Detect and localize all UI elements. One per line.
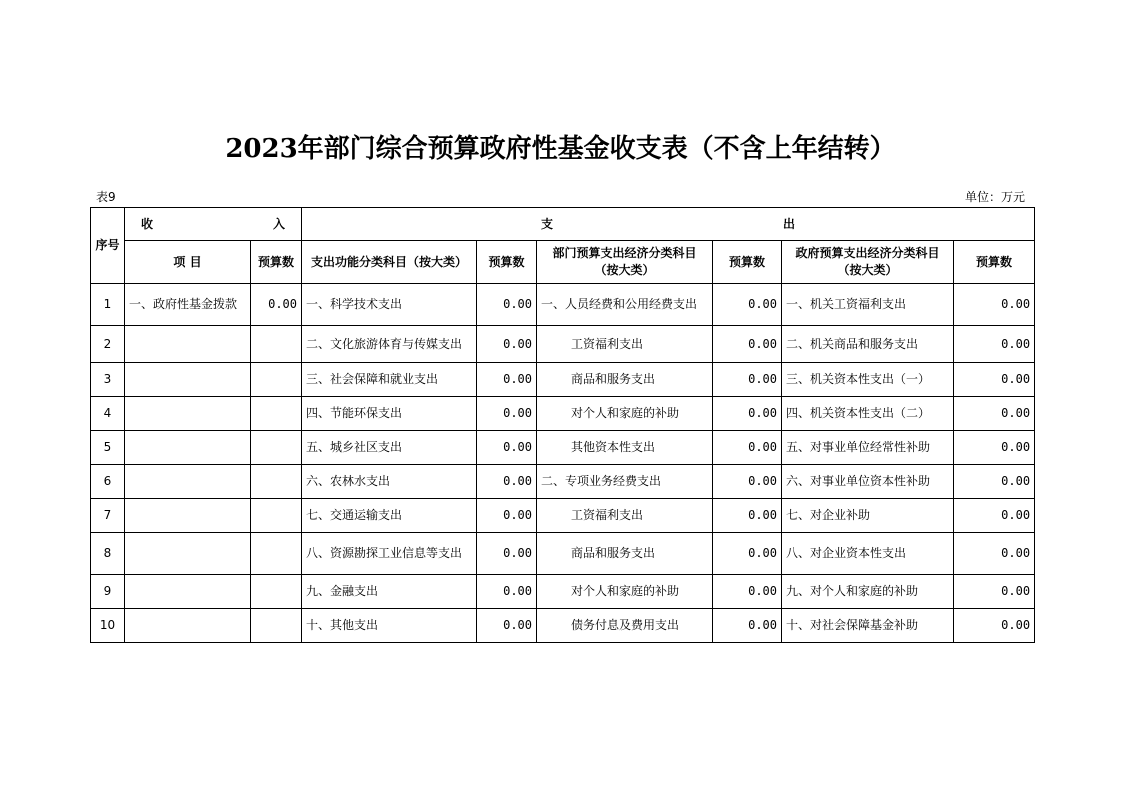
income-amount-cell [251, 465, 302, 499]
income-amount-cell [251, 499, 302, 533]
dept-amount-cell: 0.00 [713, 363, 782, 397]
table-row [91, 397, 1035, 431]
dept-econ-cell: 债务付息及费用支出 [537, 609, 713, 643]
gov-econ-cell: 五、对事业单位经常性补助 [782, 431, 954, 465]
header-expense-a: 支 [541, 216, 554, 231]
gov-amount-cell: 0.00 [954, 397, 1035, 431]
gov-amount-cell: 0.00 [954, 326, 1035, 363]
seq-cell: 10 [91, 609, 125, 643]
header-expense [302, 208, 1035, 241]
item-cell [125, 609, 251, 643]
dept-econ-cell: 工资福利支出 [537, 326, 713, 363]
item-cell [125, 533, 251, 575]
func-class-cell: 四、节能环保支出 [302, 397, 477, 431]
header-budget-dept: 预算数 [713, 241, 782, 284]
func-amount-cell: 0.00 [477, 431, 537, 465]
header-dept-econ: 部门预算支出经济分类科目（按大类） [537, 241, 713, 284]
gov-econ-cell: 七、对企业补助 [782, 499, 954, 533]
seq-cell: 9 [91, 575, 125, 609]
budget-table [90, 207, 1035, 643]
header-gov-econ: 政府预算支出经济分类科目（按大类） [782, 241, 954, 284]
gov-amount-cell: 0.00 [954, 284, 1035, 326]
seq-cell: 3 [91, 363, 125, 397]
dept-amount-cell: 0.00 [713, 533, 782, 575]
table-row [91, 284, 1035, 326]
header-income [125, 208, 302, 241]
func-class-cell: 七、交通运输支出 [302, 499, 477, 533]
header-seq: 序号 [91, 208, 125, 284]
dept-econ-cell: 工资福利支出 [537, 499, 713, 533]
gov-econ-cell: 十、对社会保障基金补助 [782, 609, 954, 643]
func-amount-cell: 0.00 [477, 326, 537, 363]
dept-amount-cell: 0.00 [713, 397, 782, 431]
func-amount-cell: 0.00 [477, 465, 537, 499]
gov-amount-cell: 0.00 [954, 609, 1035, 643]
gov-econ-cell: 九、对个人和家庭的补助 [782, 575, 954, 609]
gov-amount-cell: 0.00 [954, 499, 1035, 533]
income-amount-cell [251, 575, 302, 609]
gov-econ-cell: 三、机关资本性支出（一） [782, 363, 954, 397]
dept-econ-cell: 一、人员经费和公用经费支出 [537, 284, 713, 326]
income-amount-cell [251, 609, 302, 643]
func-amount-cell: 0.00 [477, 284, 537, 326]
table-row [91, 431, 1035, 465]
func-class-cell: 一、科学技术支出 [302, 284, 477, 326]
seq-cell: 7 [91, 499, 125, 533]
table-row [91, 326, 1035, 363]
func-class-cell: 五、城乡社区支出 [302, 431, 477, 465]
table-row [91, 499, 1035, 533]
header-income-a: 收 [141, 216, 154, 231]
dept-amount-cell: 0.00 [713, 326, 782, 363]
header-expense-b: 出 [783, 216, 796, 231]
func-class-cell: 十、其他支出 [302, 609, 477, 643]
item-cell [125, 499, 251, 533]
income-amount-cell: 0.00 [251, 284, 302, 326]
dept-amount-cell: 0.00 [713, 431, 782, 465]
item-cell [125, 363, 251, 397]
func-amount-cell: 0.00 [477, 609, 537, 643]
table-number: 表9 [96, 190, 116, 204]
func-class-cell: 六、农林水支出 [302, 465, 477, 499]
gov-econ-cell: 八、对企业资本性支出 [782, 533, 954, 575]
func-amount-cell: 0.00 [477, 575, 537, 609]
header-budget-gov: 预算数 [954, 241, 1035, 284]
item-cell: 一、政府性基金拨款 [125, 284, 251, 326]
income-amount-cell [251, 431, 302, 465]
header-item: 项 目 [125, 241, 251, 284]
dept-econ-cell: 商品和服务支出 [537, 533, 713, 575]
func-class-cell: 二、文化旅游体育与传媒支出 [302, 326, 477, 363]
gov-econ-cell: 六、对事业单位资本性补助 [782, 465, 954, 499]
dept-amount-cell: 0.00 [713, 284, 782, 326]
header-func-class: 支出功能分类科目（按大类） [302, 241, 477, 284]
dept-amount-cell: 0.00 [713, 499, 782, 533]
seq-cell: 4 [91, 397, 125, 431]
gov-econ-cell: 一、机关工资福利支出 [782, 284, 954, 326]
income-amount-cell [251, 363, 302, 397]
table-row [91, 363, 1035, 397]
gov-amount-cell: 0.00 [954, 533, 1035, 575]
item-cell [125, 431, 251, 465]
seq-cell: 6 [91, 465, 125, 499]
gov-econ-cell: 二、机关商品和服务支出 [782, 326, 954, 363]
dept-econ-cell: 商品和服务支出 [537, 363, 713, 397]
dept-econ-cell: 其他资本性支出 [537, 431, 713, 465]
gov-amount-cell: 0.00 [954, 363, 1035, 397]
gov-amount-cell: 0.00 [954, 431, 1035, 465]
func-class-cell: 九、金融支出 [302, 575, 477, 609]
gov-amount-cell: 0.00 [954, 575, 1035, 609]
income-amount-cell [251, 326, 302, 363]
func-amount-cell: 0.00 [477, 397, 537, 431]
table-row [91, 575, 1035, 609]
dept-econ-cell: 对个人和家庭的补助 [537, 575, 713, 609]
item-cell [125, 575, 251, 609]
dept-amount-cell: 0.00 [713, 465, 782, 499]
item-cell [125, 465, 251, 499]
page-title: 2023年部门综合预算政府性基金收支表（不含上年结转） [225, 134, 896, 164]
seq-cell: 2 [91, 326, 125, 363]
item-cell [125, 397, 251, 431]
income-amount-cell [251, 397, 302, 431]
seq-cell: 1 [91, 284, 125, 326]
dept-amount-cell: 0.00 [713, 609, 782, 643]
seq-cell: 5 [91, 431, 125, 465]
unit-label: 单位：万元 [964, 190, 1025, 204]
table-row [91, 465, 1035, 499]
header-income-b: 入 [272, 216, 285, 231]
func-amount-cell: 0.00 [477, 363, 537, 397]
header-budget-income: 预算数 [251, 241, 302, 284]
table-row [91, 533, 1035, 575]
func-class-cell: 三、社会保障和就业支出 [302, 363, 477, 397]
table-row [91, 609, 1035, 643]
dept-econ-cell: 二、专项业务经费支出 [537, 465, 713, 499]
dept-amount-cell: 0.00 [713, 575, 782, 609]
dept-econ-cell: 对个人和家庭的补助 [537, 397, 713, 431]
func-amount-cell: 0.00 [477, 533, 537, 575]
func-amount-cell: 0.00 [477, 499, 537, 533]
item-cell [125, 326, 251, 363]
gov-amount-cell: 0.00 [954, 465, 1035, 499]
gov-econ-cell: 四、机关资本性支出（二） [782, 397, 954, 431]
func-class-cell: 八、资源勘探工业信息等支出 [302, 533, 477, 575]
income-amount-cell [251, 533, 302, 575]
seq-cell: 8 [91, 533, 125, 575]
header-budget-func: 预算数 [477, 241, 537, 284]
